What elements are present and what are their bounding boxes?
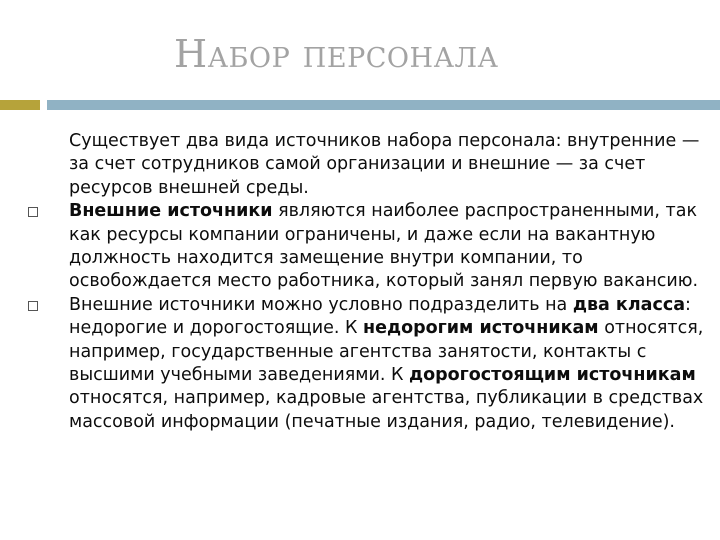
slide-body bbox=[0, 130, 720, 434]
text-run: Существует два вида источников набора персонала: внутренние — за счет сотрудников самой организации и внешние — за счет ресурсов внешней среды. bbox=[69, 131, 700, 198]
slide-title: Набор персонала bbox=[174, 32, 499, 76]
text-run: Внешние источники можно условно подразделить на bbox=[69, 294, 573, 315]
bold-text-run: дорогостоящим источникам bbox=[408, 365, 696, 386]
text-run: являются наиболее распространенными, так как ресурсы компании ограничены, и даже если на вакантную должность находится замещение внутри компании, то освобождается место работника, который занял первую вакансию. bbox=[69, 201, 699, 292]
bold-text-run: два класса bbox=[572, 294, 685, 315]
hollow-square-bullet-icon bbox=[28, 207, 38, 217]
bullet-item-external-sources bbox=[69, 200, 709, 294]
bullet-item-source-classes bbox=[69, 294, 709, 434]
title-rule-accent bbox=[0, 100, 40, 110]
text-run: относятся, например, кадровые агентства, публикации в средствах массовой информации (печатные издания, радио, телевидение). bbox=[69, 388, 704, 432]
paragraph-text bbox=[69, 130, 709, 200]
bold-text-run: Внешние источники bbox=[69, 201, 273, 222]
text-run: относятся, например, государственные агентства занятости, контакты с высшими учебными заведениями. К bbox=[69, 318, 704, 386]
title-rule bbox=[47, 100, 720, 110]
paragraph-text bbox=[69, 294, 709, 434]
text-run: : недорогие и дорогостоящие. К bbox=[69, 294, 691, 339]
bold-text-run: недорогим источникам bbox=[362, 318, 599, 339]
paragraph-intro bbox=[69, 130, 709, 200]
hollow-square-bullet-icon bbox=[28, 301, 38, 311]
paragraph-text bbox=[69, 200, 709, 294]
